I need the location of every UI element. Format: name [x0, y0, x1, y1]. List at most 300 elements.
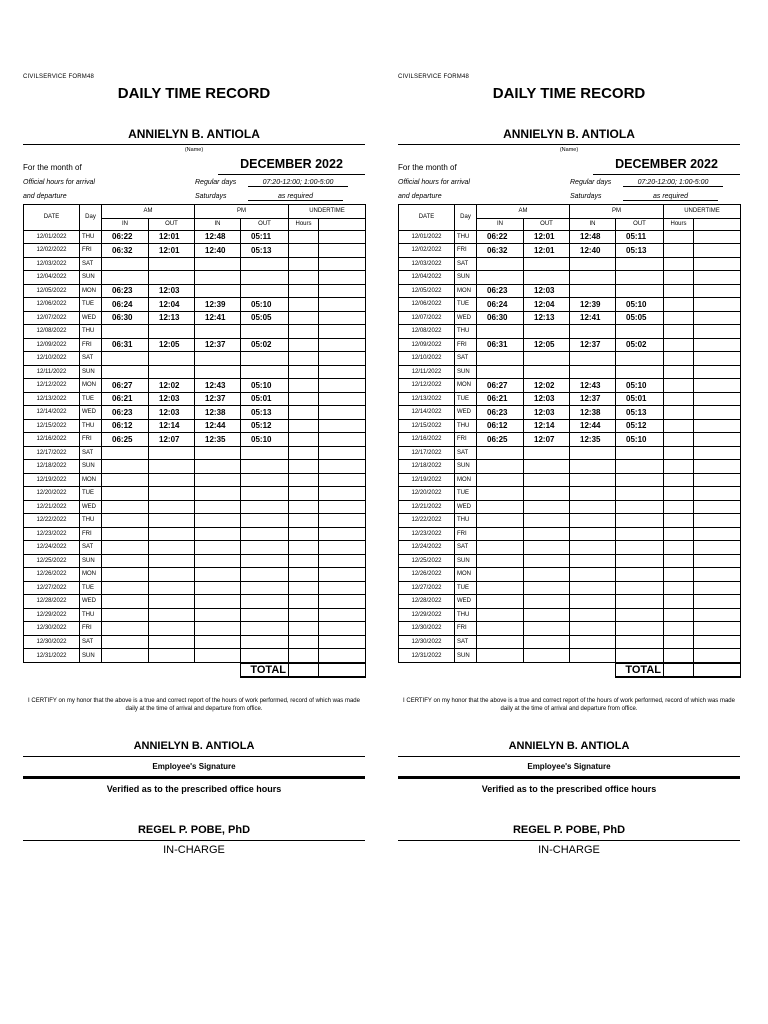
am-out-cell: 12:02 [524, 379, 570, 393]
am-out-cell [149, 271, 195, 285]
undertime-hours-cell [664, 419, 694, 433]
pm-out-cell: 05:13 [241, 406, 289, 420]
table-row [399, 298, 741, 312]
undertime-hours-cell [289, 365, 319, 379]
divider-thick [23, 776, 365, 779]
am-out-cell [149, 365, 195, 379]
table-row [399, 649, 741, 663]
undertime-minutes-cell [319, 514, 366, 528]
table-row [24, 446, 366, 460]
pm-in-cell [195, 608, 241, 622]
pm-in-cell: 12:35 [195, 433, 241, 447]
day-cell: FRI [80, 527, 102, 541]
undertime-hours-cell [664, 487, 694, 501]
pm-out-cell [241, 365, 289, 379]
am-in-cell [477, 473, 524, 487]
table-row [399, 514, 741, 528]
pm-out-cell [616, 608, 664, 622]
day-cell: MON [80, 284, 102, 298]
undertime-hours-cell [289, 635, 319, 649]
table-row [24, 568, 366, 582]
am-out-cell [524, 514, 570, 528]
signature-line [398, 756, 740, 757]
date-cell: 12/24/2022 [399, 541, 455, 555]
pm-in-cell [195, 622, 241, 636]
month-value: DECEMBER 2022 [240, 157, 343, 171]
day-cell: SAT [455, 635, 477, 649]
date-cell: 12/16/2022 [24, 433, 80, 447]
date-cell: 12/10/2022 [399, 352, 455, 366]
date-cell: 12/14/2022 [24, 406, 80, 420]
table-row [399, 325, 741, 339]
date-cell: 12/07/2022 [399, 311, 455, 325]
day-cell: WED [455, 406, 477, 420]
pm-in-cell [195, 352, 241, 366]
pm-out-cell [241, 649, 289, 663]
date-cell: 12/15/2022 [24, 419, 80, 433]
header-date: DATE [24, 205, 80, 231]
undertime-hours-cell [289, 460, 319, 474]
table-row [399, 460, 741, 474]
pm-out-cell: 05:12 [616, 419, 664, 433]
table-row [399, 487, 741, 501]
pm-in-cell [570, 352, 616, 366]
pm-out-cell: 05:02 [241, 338, 289, 352]
name-caption: (Name) [559, 147, 579, 153]
undertime-minutes-cell [694, 257, 741, 271]
header-undertime: UNDERTIME [289, 205, 366, 219]
am-in-cell [102, 649, 149, 663]
day-cell: SAT [455, 541, 477, 555]
undertime-hours-cell [289, 298, 319, 312]
undertime-minutes-cell [694, 392, 741, 406]
month-value: DECEMBER 2022 [615, 157, 718, 171]
am-in-cell [102, 608, 149, 622]
undertime-minutes-cell [694, 581, 741, 595]
pm-out-cell [616, 568, 664, 582]
pm-out-cell: 05:13 [616, 244, 664, 258]
day-cell: FRI [80, 244, 102, 258]
am-in-cell [102, 554, 149, 568]
am-out-cell [149, 622, 195, 636]
undertime-hours-cell [664, 514, 694, 528]
am-out-cell: 12:01 [149, 244, 195, 258]
pm-in-cell [570, 554, 616, 568]
pm-in-cell [570, 271, 616, 285]
undertime-hours-cell [664, 541, 694, 555]
pm-in-cell [570, 473, 616, 487]
date-cell: 12/06/2022 [399, 298, 455, 312]
pm-out-cell [241, 635, 289, 649]
day-cell: FRI [455, 433, 477, 447]
form-code: CIVILSERVICE FORM48 [23, 74, 95, 80]
date-cell: 12/12/2022 [399, 379, 455, 393]
regular-days-value: 07:20-12:00; 1:00-5:00 [248, 179, 348, 187]
day-cell: MON [455, 473, 477, 487]
date-cell: 12/10/2022 [24, 352, 80, 366]
am-in-cell: 06:22 [102, 230, 149, 244]
undertime-minutes-cell [319, 365, 366, 379]
header-am: AM [477, 205, 570, 219]
pm-out-cell [616, 514, 664, 528]
date-cell: 12/26/2022 [24, 568, 80, 582]
month-label: For the month of [23, 163, 82, 172]
am-out-cell [524, 541, 570, 555]
pm-in-cell [195, 487, 241, 501]
am-in-cell [477, 365, 524, 379]
date-cell: 12/24/2022 [24, 541, 80, 555]
undertime-hours-cell [289, 446, 319, 460]
am-out-cell [524, 365, 570, 379]
am-in-cell [102, 271, 149, 285]
table-row [24, 541, 366, 555]
undertime-hours-cell [664, 433, 694, 447]
header-am-in: IN [102, 218, 149, 230]
undertime-minutes-cell [319, 257, 366, 271]
date-cell: 12/31/2022 [399, 649, 455, 663]
am-in-cell [477, 635, 524, 649]
form-title: DAILY TIME RECORD [117, 85, 271, 102]
pm-in-cell [570, 487, 616, 501]
am-out-cell [524, 473, 570, 487]
am-out-cell: 12:05 [149, 338, 195, 352]
date-cell: 12/21/2022 [24, 500, 80, 514]
am-out-cell [524, 527, 570, 541]
signature-caption: Employee's Signature [152, 762, 236, 771]
undertime-minutes-cell [319, 554, 366, 568]
date-cell: 12/05/2022 [24, 284, 80, 298]
pm-in-cell [570, 635, 616, 649]
am-out-cell [149, 581, 195, 595]
undertime-hours-cell [664, 284, 694, 298]
undertime-minutes-cell [694, 433, 741, 447]
am-in-cell: 06:22 [477, 230, 524, 244]
undertime-hours-cell [664, 622, 694, 636]
undertime-hours-cell [664, 473, 694, 487]
month-underline [593, 174, 740, 175]
table-row [24, 460, 366, 474]
pm-in-cell: 12:39 [570, 298, 616, 312]
undertime-minutes-cell [319, 635, 366, 649]
undertime-minutes-cell [694, 460, 741, 474]
undertime-minutes-cell [319, 541, 366, 555]
date-cell: 12/08/2022 [399, 325, 455, 339]
table-row [399, 392, 741, 406]
date-cell: 12/23/2022 [399, 527, 455, 541]
pm-in-cell [195, 325, 241, 339]
am-out-cell [149, 352, 195, 366]
date-cell: 12/04/2022 [24, 271, 80, 285]
pm-out-cell [241, 581, 289, 595]
undertime-minutes-cell [319, 595, 366, 609]
pm-out-cell: 05:10 [241, 379, 289, 393]
undertime-hours-cell [664, 338, 694, 352]
pm-out-cell: 05:10 [616, 379, 664, 393]
undertime-minutes-cell [694, 527, 741, 541]
pm-in-cell: 12:41 [570, 311, 616, 325]
table-row [399, 595, 741, 609]
pm-out-cell [241, 622, 289, 636]
undertime-hours-cell [664, 554, 694, 568]
pm-in-cell: 12:48 [570, 230, 616, 244]
date-cell: 12/20/2022 [399, 487, 455, 501]
header-undertime: UNDERTIME [664, 205, 741, 219]
am-in-cell [102, 622, 149, 636]
undertime-minutes-cell [694, 622, 741, 636]
am-in-cell [477, 446, 524, 460]
date-cell: 12/07/2022 [24, 311, 80, 325]
day-cell: THU [80, 325, 102, 339]
date-cell: 12/31/2022 [24, 649, 80, 663]
am-in-cell [477, 514, 524, 528]
day-cell: FRI [455, 622, 477, 636]
pm-in-cell: 12:38 [570, 406, 616, 420]
date-cell: 12/27/2022 [24, 581, 80, 595]
header-minutes [319, 218, 366, 230]
am-out-cell: 12:02 [149, 379, 195, 393]
pm-in-cell: 12:44 [195, 419, 241, 433]
table-row [399, 230, 741, 244]
am-in-cell [477, 487, 524, 501]
am-in-cell [102, 446, 149, 460]
am-out-cell [149, 527, 195, 541]
undertime-minutes-cell [694, 635, 741, 649]
undertime-minutes-cell [319, 581, 366, 595]
table-row [24, 635, 366, 649]
am-in-cell [477, 271, 524, 285]
am-out-cell [149, 595, 195, 609]
undertime-minutes-cell [694, 365, 741, 379]
day-cell: SAT [80, 352, 102, 366]
date-cell: 12/22/2022 [24, 514, 80, 528]
table-row [24, 311, 366, 325]
am-out-cell [149, 649, 195, 663]
undertime-hours-cell [289, 379, 319, 393]
undertime-minutes-cell [694, 500, 741, 514]
header-pm: PM [195, 205, 289, 219]
undertime-minutes-cell [694, 568, 741, 582]
date-cell: 12/28/2022 [399, 595, 455, 609]
undertime-hours-cell [289, 527, 319, 541]
am-in-cell: 06:12 [477, 419, 524, 433]
undertime-hours-cell [664, 311, 694, 325]
saturdays-value: as required [623, 193, 718, 201]
table-row [24, 379, 366, 393]
day-cell: TUE [80, 298, 102, 312]
table-row [399, 433, 741, 447]
date-cell: 12/16/2022 [399, 433, 455, 447]
pm-out-cell: 05:13 [241, 244, 289, 258]
pm-out-cell: 05:02 [616, 338, 664, 352]
pm-in-cell [570, 595, 616, 609]
table-row [399, 379, 741, 393]
am-in-cell [477, 622, 524, 636]
undertime-hours-cell [664, 527, 694, 541]
date-cell: 12/17/2022 [399, 446, 455, 460]
day-cell: THU [80, 608, 102, 622]
undertime-hours-cell [664, 595, 694, 609]
header-pm-out: OUT [616, 218, 664, 230]
pm-in-cell: 12:37 [570, 392, 616, 406]
undertime-hours-cell [664, 500, 694, 514]
am-in-cell: 06:23 [102, 406, 149, 420]
date-cell: 12/30/2022 [399, 622, 455, 636]
undertime-minutes-cell [319, 406, 366, 420]
day-cell: WED [80, 595, 102, 609]
table-row [399, 581, 741, 595]
total-label: TOTAL [616, 663, 664, 678]
table-row [24, 514, 366, 528]
pm-out-cell: 05:12 [241, 419, 289, 433]
pm-in-cell: 12:35 [570, 433, 616, 447]
header-pm-in: IN [195, 218, 241, 230]
undertime-hours-cell [289, 581, 319, 595]
undertime-hours-cell [664, 581, 694, 595]
undertime-minutes-cell [694, 284, 741, 298]
undertime-minutes-cell [694, 271, 741, 285]
day-cell: SUN [455, 365, 477, 379]
time-record-table [398, 204, 741, 678]
total-spacer [24, 663, 241, 678]
pm-in-cell [570, 257, 616, 271]
am-in-cell [102, 541, 149, 555]
undertime-hours-cell [289, 473, 319, 487]
saturdays-label: Saturdays [570, 193, 602, 200]
am-out-cell [149, 500, 195, 514]
am-out-cell [149, 554, 195, 568]
arrival-label-line2: and departure [398, 193, 442, 200]
am-in-cell [477, 649, 524, 663]
undertime-hours-cell [289, 419, 319, 433]
am-out-cell: 12:07 [149, 433, 195, 447]
undertime-hours-cell [289, 622, 319, 636]
table-row [24, 500, 366, 514]
date-cell: 12/12/2022 [24, 379, 80, 393]
date-cell: 12/09/2022 [24, 338, 80, 352]
am-out-cell: 12:01 [524, 244, 570, 258]
total-label: TOTAL [241, 663, 289, 678]
undertime-minutes-cell [694, 311, 741, 325]
pm-in-cell [570, 460, 616, 474]
date-cell: 12/29/2022 [24, 608, 80, 622]
undertime-hours-cell [664, 271, 694, 285]
day-cell: SUN [80, 460, 102, 474]
undertime-minutes-cell [319, 325, 366, 339]
pm-in-cell [570, 622, 616, 636]
day-cell: MON [80, 473, 102, 487]
undertime-minutes-cell [319, 311, 366, 325]
pm-in-cell: 12:43 [195, 379, 241, 393]
am-out-cell [524, 595, 570, 609]
am-in-cell [477, 500, 524, 514]
pm-in-cell [195, 649, 241, 663]
date-cell: 12/03/2022 [399, 257, 455, 271]
pm-out-cell [616, 527, 664, 541]
name-underline [23, 144, 365, 145]
day-cell: THU [455, 419, 477, 433]
regular-days-label: Regular days [195, 179, 237, 186]
undertime-minutes-cell [319, 608, 366, 622]
undertime-minutes-cell [694, 338, 741, 352]
pm-in-cell [570, 649, 616, 663]
undertime-hours-cell [289, 311, 319, 325]
pm-in-cell [570, 527, 616, 541]
undertime-hours-cell [289, 257, 319, 271]
am-in-cell [102, 257, 149, 271]
pm-out-cell [241, 325, 289, 339]
table-row [24, 649, 366, 663]
pm-out-cell [616, 473, 664, 487]
pm-in-cell [195, 554, 241, 568]
pm-out-cell [241, 271, 289, 285]
table-row [399, 541, 741, 555]
am-in-cell: 06:31 [477, 338, 524, 352]
name-caption: (Name) [184, 147, 204, 153]
pm-out-cell [241, 446, 289, 460]
day-cell: SAT [80, 635, 102, 649]
pm-in-cell [570, 568, 616, 582]
day-cell: FRI [455, 244, 477, 258]
incharge-name: REGEL P. POBE, PhD [512, 824, 626, 836]
pm-in-cell: 12:39 [195, 298, 241, 312]
table-row [24, 257, 366, 271]
undertime-hours-cell [289, 338, 319, 352]
signature-caption: Employee's Signature [527, 762, 611, 771]
day-cell: SUN [455, 554, 477, 568]
am-in-cell [477, 541, 524, 555]
date-cell: 12/30/2022 [399, 635, 455, 649]
am-out-cell [524, 460, 570, 474]
table-row [24, 230, 366, 244]
undertime-minutes-cell [694, 446, 741, 460]
am-out-cell: 12:05 [524, 338, 570, 352]
date-cell: 12/14/2022 [399, 406, 455, 420]
am-in-cell [102, 568, 149, 582]
undertime-minutes-cell [694, 595, 741, 609]
arrival-label-line2: and departure [23, 193, 67, 200]
am-out-cell [524, 271, 570, 285]
date-cell: 12/13/2022 [399, 392, 455, 406]
undertime-minutes-cell [319, 500, 366, 514]
undertime-hours-cell [289, 608, 319, 622]
undertime-hours-cell [289, 487, 319, 501]
undertime-minutes-cell [694, 406, 741, 420]
header-hours: Hours [289, 218, 319, 230]
am-out-cell: 12:14 [149, 419, 195, 433]
pm-out-cell [241, 514, 289, 528]
incharge-name: REGEL P. POBE, PhD [137, 824, 251, 836]
pm-in-cell [195, 500, 241, 514]
pm-in-cell: 12:41 [195, 311, 241, 325]
day-cell: TUE [80, 581, 102, 595]
employee-signature-name: ANNIELYN B. ANTIOLA [133, 740, 255, 752]
undertime-minutes-cell [319, 473, 366, 487]
pm-out-cell [241, 460, 289, 474]
day-cell: TUE [80, 487, 102, 501]
table-row [399, 244, 741, 258]
am-out-cell [524, 352, 570, 366]
undertime-hours-cell [664, 379, 694, 393]
am-in-cell [102, 500, 149, 514]
pm-out-cell: 05:01 [616, 392, 664, 406]
arrival-label-line1: Official hours for arrival [23, 179, 95, 186]
table-row [24, 244, 366, 258]
date-cell: 12/03/2022 [24, 257, 80, 271]
undertime-hours-cell [664, 649, 694, 663]
am-in-cell [477, 554, 524, 568]
undertime-hours-cell [289, 352, 319, 366]
day-cell: THU [80, 230, 102, 244]
